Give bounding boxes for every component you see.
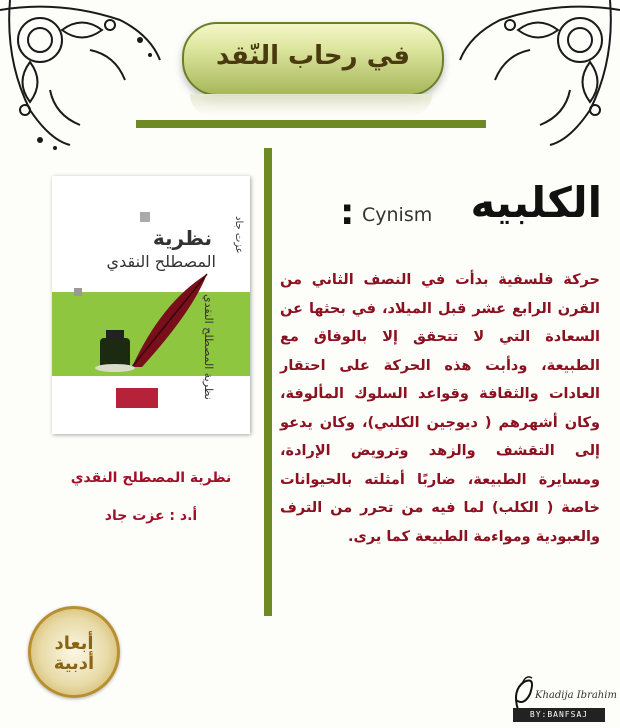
- signature-name: Khadija Ibrahim: [535, 690, 617, 701]
- header-reflection: [190, 94, 432, 116]
- brand-seal-logo: [28, 606, 120, 698]
- book-cover-image: [52, 176, 250, 434]
- book-author: أ.د : عزت جاد: [104, 508, 198, 524]
- seal-text-line2: أدبية: [53, 653, 95, 674]
- cover-title-line2: المصطلح النقدي: [106, 252, 216, 271]
- section-header: [182, 22, 444, 96]
- term-latin: Cynism: [362, 204, 433, 226]
- signature-tag: BY:BANFSAJ: [513, 708, 605, 722]
- section-title: في رحاب النّقد: [215, 41, 411, 71]
- cover-author: عزت جاد: [233, 216, 244, 254]
- term-heading: الكلبيه: [470, 178, 602, 227]
- quill-ink-icon: [72, 272, 212, 382]
- cover-spine-text: نظرية المصطلح النقدي: [202, 294, 215, 400]
- article-body: حركة فلسفية بدأت في النصف الثاني من القرن الرابع عشر قبل الميلاد، في بحثها عن السعادة التي لا تتحقق إلا بالوفاق مع الطبيعة، ودأبت هذه الحركة على احتقار العادات والثقافة وقواعد السلوك المألوفة، وكان أشهرهم ( ديوجين الكلبي)، وكان يدعو إلى التقشف والزهد وترويض الإرادة، ومسايرة الطبيعة، ضاربًا أمثلته بالحيوانات خاصة ( الكلب) لما فيه من تحرر من الترف والعبودية ومواءمة الطبيعة كما يرى.: [280, 272, 600, 545]
- cover-decoration: [140, 212, 150, 222]
- divider-vertical: [264, 148, 272, 616]
- seal-text-line1: أبعاد: [54, 633, 94, 654]
- term-colon: :: [340, 192, 355, 233]
- divider-horizontal: [136, 120, 486, 128]
- publisher-logo: [116, 388, 158, 408]
- book-title: نظرية المصطلح النقدي: [70, 470, 232, 486]
- cover-title-line1: نظرية: [152, 226, 212, 250]
